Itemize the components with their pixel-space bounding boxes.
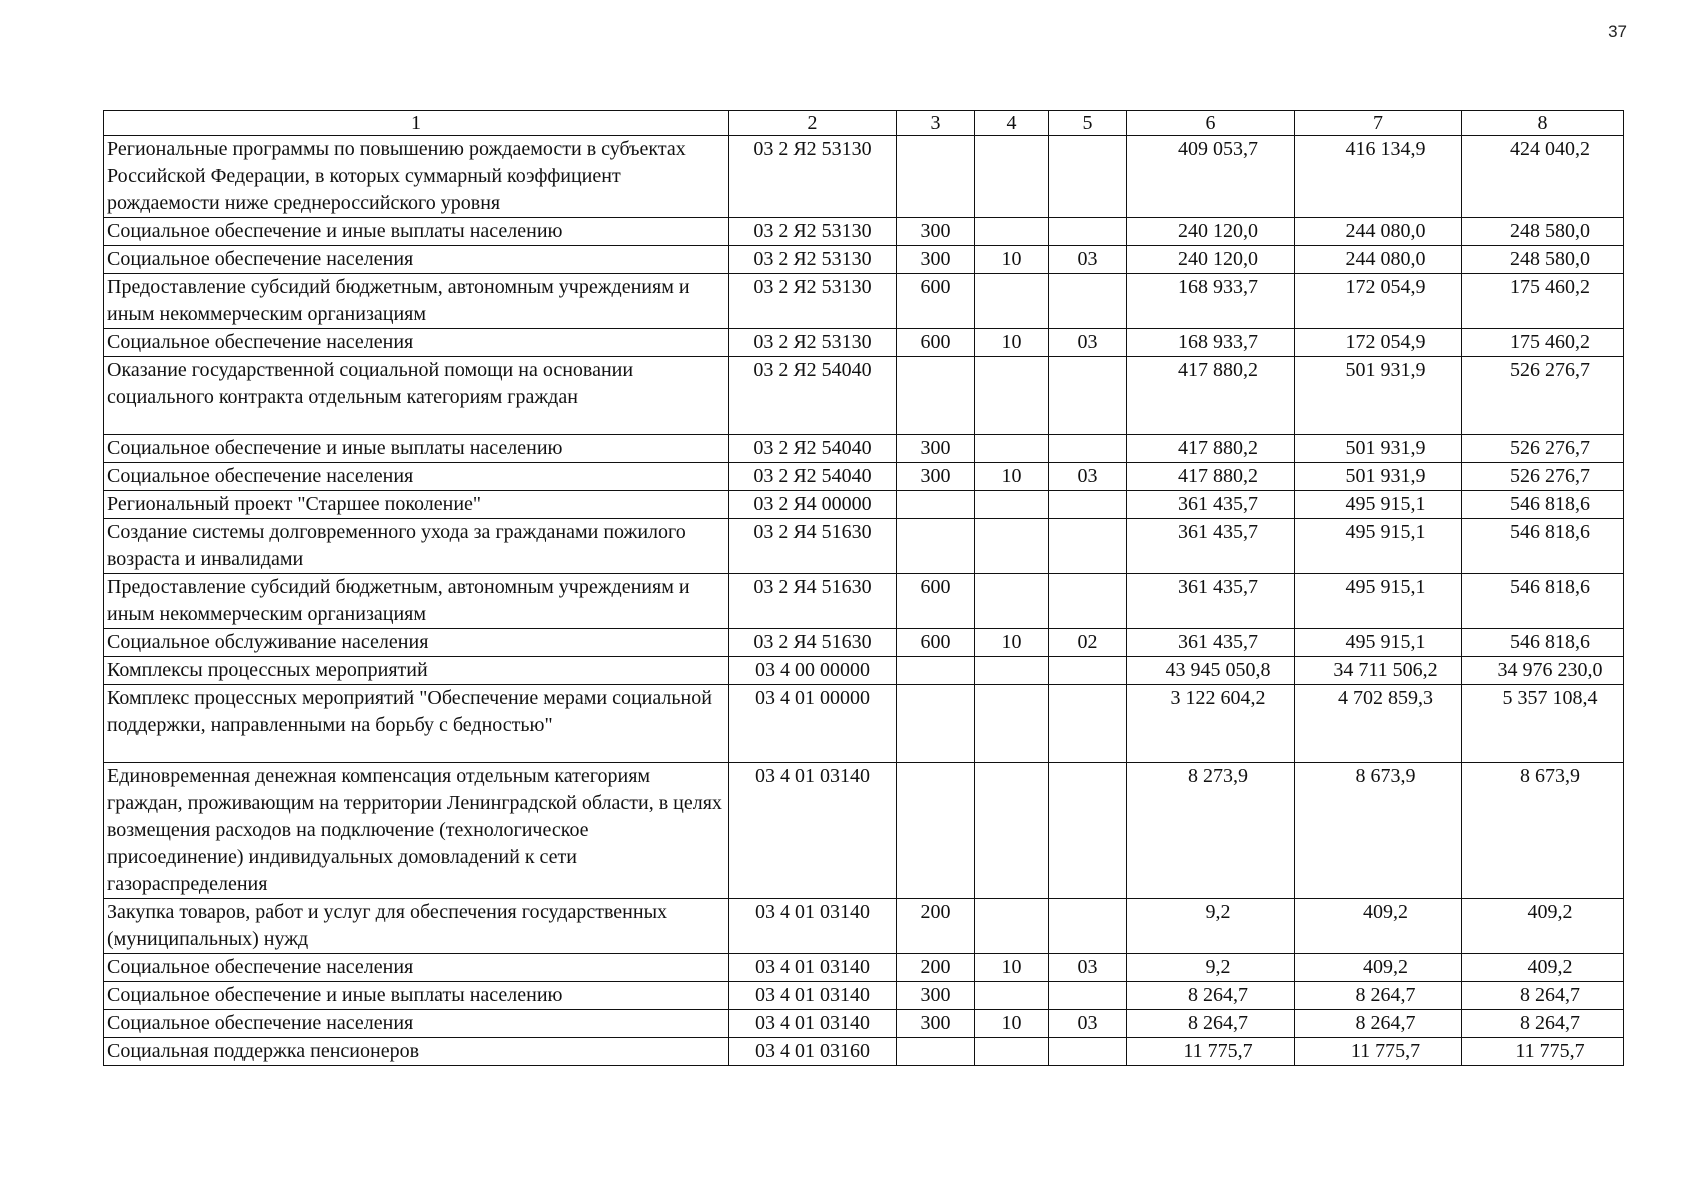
table-row bbox=[104, 1010, 1624, 1038]
row-code: 03 4 01 00000 bbox=[729, 685, 897, 763]
row-amount-col7: 501 931,9 bbox=[1295, 357, 1462, 435]
table-row bbox=[104, 519, 1624, 574]
table-row bbox=[104, 246, 1624, 274]
row-amount-col7: 8 673,9 bbox=[1295, 763, 1462, 899]
row-expense-type: 300 bbox=[897, 1010, 975, 1038]
table-row bbox=[104, 1038, 1624, 1066]
row-amount-col6: 240 120,0 bbox=[1127, 246, 1295, 274]
row-amount-col7: 11 775,7 bbox=[1295, 1038, 1462, 1066]
row-name: Социальное обеспечение населения bbox=[104, 1010, 729, 1038]
row-amount-col8: 5 357 108,4 bbox=[1462, 685, 1624, 763]
row-amount-col7: 172 054,9 bbox=[1295, 274, 1462, 329]
row-name: Оказание государственной социальной помощи на основании социального контракта отдельным категориям граждан bbox=[104, 357, 729, 435]
row-amount-col8: 546 818,6 bbox=[1462, 519, 1624, 574]
row-expense-type bbox=[897, 1038, 975, 1066]
row-amount-col7: 495 915,1 bbox=[1295, 491, 1462, 519]
row-amount-col7: 409,2 bbox=[1295, 954, 1462, 982]
row-amount-col8: 526 276,7 bbox=[1462, 357, 1624, 435]
row-subsection: 03 bbox=[1049, 954, 1127, 982]
row-amount-col7: 501 931,9 bbox=[1295, 435, 1462, 463]
row-amount-col8: 248 580,0 bbox=[1462, 246, 1624, 274]
row-expense-type: 300 bbox=[897, 218, 975, 246]
row-code: 03 2 Я2 54040 bbox=[729, 357, 897, 435]
row-amount-col6: 3 122 604,2 bbox=[1127, 685, 1295, 763]
row-expense-type: 600 bbox=[897, 274, 975, 329]
table-row bbox=[104, 574, 1624, 629]
row-name: Предоставление субсидий бюджетным, автономным учреждениям и иным некоммерческим организациям bbox=[104, 274, 729, 329]
table-row bbox=[104, 899, 1624, 954]
row-code: 03 4 00 00000 bbox=[729, 657, 897, 685]
row-amount-col6: 168 933,7 bbox=[1127, 274, 1295, 329]
row-expense-type: 600 bbox=[897, 574, 975, 629]
row-name: Создание системы долговременного ухода за гражданами пожилого возраста и инвалидами bbox=[104, 519, 729, 574]
row-amount-col6: 8 273,9 bbox=[1127, 763, 1295, 899]
row-subsection: 03 bbox=[1049, 463, 1127, 491]
row-amount-col8: 248 580,0 bbox=[1462, 218, 1624, 246]
row-code: 03 2 Я4 00000 bbox=[729, 491, 897, 519]
row-name: Социальное обеспечение населения bbox=[104, 246, 729, 274]
row-section: 10 bbox=[975, 629, 1049, 657]
row-expense-type bbox=[897, 763, 975, 899]
row-amount-col6: 8 264,7 bbox=[1127, 1010, 1295, 1038]
row-section: 10 bbox=[975, 954, 1049, 982]
table-row bbox=[104, 329, 1624, 357]
row-amount-col6: 361 435,7 bbox=[1127, 629, 1295, 657]
row-name: Социальное обеспечение и иные выплаты населению bbox=[104, 435, 729, 463]
row-amount-col6: 409 053,7 bbox=[1127, 136, 1295, 218]
row-name: Региональный проект "Старшее поколение" bbox=[104, 491, 729, 519]
row-amount-col8: 409,2 bbox=[1462, 899, 1624, 954]
row-code: 03 2 Я4 51630 bbox=[729, 629, 897, 657]
row-expense-type bbox=[897, 357, 975, 435]
row-subsection bbox=[1049, 519, 1127, 574]
row-section bbox=[975, 357, 1049, 435]
row-section bbox=[975, 982, 1049, 1010]
row-section bbox=[975, 1038, 1049, 1066]
row-subsection bbox=[1049, 899, 1127, 954]
row-subsection bbox=[1049, 435, 1127, 463]
row-code: 03 2 Я2 53130 bbox=[729, 218, 897, 246]
row-amount-col8: 546 818,6 bbox=[1462, 574, 1624, 629]
row-code: 03 2 Я2 54040 bbox=[729, 435, 897, 463]
header-cell: 3 bbox=[897, 111, 975, 136]
row-name: Региональные программы по повышению рождаемости в субъектах Российской Федерации, в которых суммарный коэффициент рождаемости ниже среднероссийского уровня bbox=[104, 136, 729, 218]
row-subsection: 03 bbox=[1049, 246, 1127, 274]
row-subsection bbox=[1049, 982, 1127, 1010]
header-cell: 2 bbox=[729, 111, 897, 136]
row-amount-col6: 361 435,7 bbox=[1127, 519, 1295, 574]
table-row bbox=[104, 982, 1624, 1010]
row-section: 10 bbox=[975, 463, 1049, 491]
header-cell: 1 bbox=[104, 111, 729, 136]
row-amount-col8: 526 276,7 bbox=[1462, 463, 1624, 491]
row-subsection bbox=[1049, 136, 1127, 218]
row-subsection bbox=[1049, 763, 1127, 899]
row-section: 10 bbox=[975, 1010, 1049, 1038]
row-name: Социальное обслуживание населения bbox=[104, 629, 729, 657]
row-expense-type bbox=[897, 657, 975, 685]
row-code: 03 4 01 03140 bbox=[729, 982, 897, 1010]
row-name: Социальное обеспечение населения bbox=[104, 954, 729, 982]
row-section: 10 bbox=[975, 329, 1049, 357]
row-name: Социальное обеспечение и иные выплаты населению bbox=[104, 218, 729, 246]
table-row bbox=[104, 357, 1624, 435]
row-name: Комплекс процессных мероприятий "Обеспечение мерами социальной поддержки, направленными на борьбу с бедностью" bbox=[104, 685, 729, 763]
row-amount-col7: 416 134,9 bbox=[1295, 136, 1462, 218]
row-amount-col6: 8 264,7 bbox=[1127, 982, 1295, 1010]
row-subsection bbox=[1049, 1038, 1127, 1066]
row-amount-col7: 409,2 bbox=[1295, 899, 1462, 954]
row-amount-col8: 34 976 230,0 bbox=[1462, 657, 1624, 685]
row-amount-col7: 244 080,0 bbox=[1295, 218, 1462, 246]
table-row bbox=[104, 491, 1624, 519]
row-code: 03 2 Я2 53130 bbox=[729, 136, 897, 218]
row-amount-col6: 9,2 bbox=[1127, 899, 1295, 954]
row-name: Комплексы процессных мероприятий bbox=[104, 657, 729, 685]
row-subsection bbox=[1049, 357, 1127, 435]
row-expense-type bbox=[897, 136, 975, 218]
row-name: Социальная поддержка пенсионеров bbox=[104, 1038, 729, 1066]
table-row bbox=[104, 218, 1624, 246]
row-subsection bbox=[1049, 491, 1127, 519]
row-amount-col6: 11 775,7 bbox=[1127, 1038, 1295, 1066]
row-name: Предоставление субсидий бюджетным, автономным учреждениям и иным некоммерческим организациям bbox=[104, 574, 729, 629]
table-row bbox=[104, 463, 1624, 491]
row-expense-type: 600 bbox=[897, 329, 975, 357]
row-code: 03 2 Я2 53130 bbox=[729, 274, 897, 329]
row-amount-col6: 417 880,2 bbox=[1127, 435, 1295, 463]
row-amount-col8: 175 460,2 bbox=[1462, 329, 1624, 357]
row-subsection bbox=[1049, 218, 1127, 246]
row-code: 03 2 Я4 51630 bbox=[729, 574, 897, 629]
row-section bbox=[975, 136, 1049, 218]
table-row bbox=[104, 274, 1624, 329]
row-amount-col6: 9,2 bbox=[1127, 954, 1295, 982]
header-cell: 6 bbox=[1127, 111, 1295, 136]
row-amount-col6: 43 945 050,8 bbox=[1127, 657, 1295, 685]
row-section bbox=[975, 435, 1049, 463]
row-subsection: 03 bbox=[1049, 1010, 1127, 1038]
row-amount-col7: 501 931,9 bbox=[1295, 463, 1462, 491]
row-amount-col8: 8 673,9 bbox=[1462, 763, 1624, 899]
row-amount-col7: 495 915,1 bbox=[1295, 629, 1462, 657]
row-section bbox=[975, 763, 1049, 899]
row-expense-type: 300 bbox=[897, 435, 975, 463]
table-row bbox=[104, 657, 1624, 685]
row-amount-col8: 546 818,6 bbox=[1462, 629, 1624, 657]
row-amount-col7: 8 264,7 bbox=[1295, 982, 1462, 1010]
row-amount-col8: 546 818,6 bbox=[1462, 491, 1624, 519]
row-subsection: 03 bbox=[1049, 329, 1127, 357]
header-cell: 7 bbox=[1295, 111, 1462, 136]
row-name: Закупка товаров, работ и услуг для обеспечения государственных (муниципальных) нужд bbox=[104, 899, 729, 954]
header-cell: 8 bbox=[1462, 111, 1624, 136]
row-amount-col8: 11 775,7 bbox=[1462, 1038, 1624, 1066]
row-amount-col8: 424 040,2 bbox=[1462, 136, 1624, 218]
table-row bbox=[104, 629, 1624, 657]
row-expense-type bbox=[897, 685, 975, 763]
row-amount-col7: 495 915,1 bbox=[1295, 574, 1462, 629]
row-expense-type: 600 bbox=[897, 629, 975, 657]
row-name: Социальное обеспечение населения bbox=[104, 329, 729, 357]
row-amount-col8: 8 264,7 bbox=[1462, 1010, 1624, 1038]
table-row bbox=[104, 763, 1624, 899]
row-code: 03 2 Я2 53130 bbox=[729, 246, 897, 274]
row-section bbox=[975, 491, 1049, 519]
row-subsection bbox=[1049, 657, 1127, 685]
header-row bbox=[104, 111, 1624, 136]
row-subsection bbox=[1049, 685, 1127, 763]
row-section bbox=[975, 519, 1049, 574]
row-amount-col6: 361 435,7 bbox=[1127, 574, 1295, 629]
row-code: 03 2 Я2 54040 bbox=[729, 463, 897, 491]
row-amount-col6: 240 120,0 bbox=[1127, 218, 1295, 246]
row-amount-col7: 495 915,1 bbox=[1295, 519, 1462, 574]
row-section bbox=[975, 274, 1049, 329]
row-expense-type: 300 bbox=[897, 982, 975, 1010]
row-section bbox=[975, 657, 1049, 685]
row-code: 03 4 01 03140 bbox=[729, 763, 897, 899]
table-row bbox=[104, 136, 1624, 218]
table-row bbox=[104, 954, 1624, 982]
table-body bbox=[104, 136, 1624, 1066]
row-amount-col8: 175 460,2 bbox=[1462, 274, 1624, 329]
header-cell: 4 bbox=[975, 111, 1049, 136]
row-subsection bbox=[1049, 574, 1127, 629]
row-code: 03 2 Я2 53130 bbox=[729, 329, 897, 357]
row-amount-col7: 4 702 859,3 bbox=[1295, 685, 1462, 763]
row-code: 03 4 01 03140 bbox=[729, 954, 897, 982]
row-expense-type: 200 bbox=[897, 899, 975, 954]
header-cell: 5 bbox=[1049, 111, 1127, 136]
row-code: 03 4 01 03140 bbox=[729, 899, 897, 954]
row-amount-col8: 409,2 bbox=[1462, 954, 1624, 982]
row-amount-col6: 361 435,7 bbox=[1127, 491, 1295, 519]
row-expense-type bbox=[897, 491, 975, 519]
row-code: 03 2 Я4 51630 bbox=[729, 519, 897, 574]
row-expense-type: 300 bbox=[897, 246, 975, 274]
row-section: 10 bbox=[975, 246, 1049, 274]
row-expense-type: 300 bbox=[897, 463, 975, 491]
row-amount-col7: 244 080,0 bbox=[1295, 246, 1462, 274]
row-amount-col8: 8 264,7 bbox=[1462, 982, 1624, 1010]
row-amount-col6: 417 880,2 bbox=[1127, 357, 1295, 435]
row-name: Социальное обеспечение и иные выплаты населению bbox=[104, 982, 729, 1010]
row-amount-col6: 168 933,7 bbox=[1127, 329, 1295, 357]
budget-table bbox=[103, 110, 1624, 1066]
row-expense-type bbox=[897, 519, 975, 574]
row-section bbox=[975, 899, 1049, 954]
row-code: 03 4 01 03160 bbox=[729, 1038, 897, 1066]
page-number: 37 bbox=[1608, 22, 1627, 41]
row-subsection: 02 bbox=[1049, 629, 1127, 657]
row-amount-col7: 8 264,7 bbox=[1295, 1010, 1462, 1038]
row-section bbox=[975, 685, 1049, 763]
row-name: Социальное обеспечение населения bbox=[104, 463, 729, 491]
row-amount-col6: 417 880,2 bbox=[1127, 463, 1295, 491]
row-name: Единовременная денежная компенсация отдельным категориям граждан, проживающим на территории Ленинградской области, в целях возмещения расходов на подключение (технологическое присоединение) индивидуальных домовладений к сети газораспределения bbox=[104, 763, 729, 899]
row-subsection bbox=[1049, 274, 1127, 329]
table-row bbox=[104, 435, 1624, 463]
table-row bbox=[104, 685, 1624, 763]
row-amount-col7: 34 711 506,2 bbox=[1295, 657, 1462, 685]
row-amount-col7: 172 054,9 bbox=[1295, 329, 1462, 357]
row-section bbox=[975, 574, 1049, 629]
row-amount-col8: 526 276,7 bbox=[1462, 435, 1624, 463]
row-section bbox=[975, 218, 1049, 246]
row-expense-type: 200 bbox=[897, 954, 975, 982]
row-code: 03 4 01 03140 bbox=[729, 1010, 897, 1038]
